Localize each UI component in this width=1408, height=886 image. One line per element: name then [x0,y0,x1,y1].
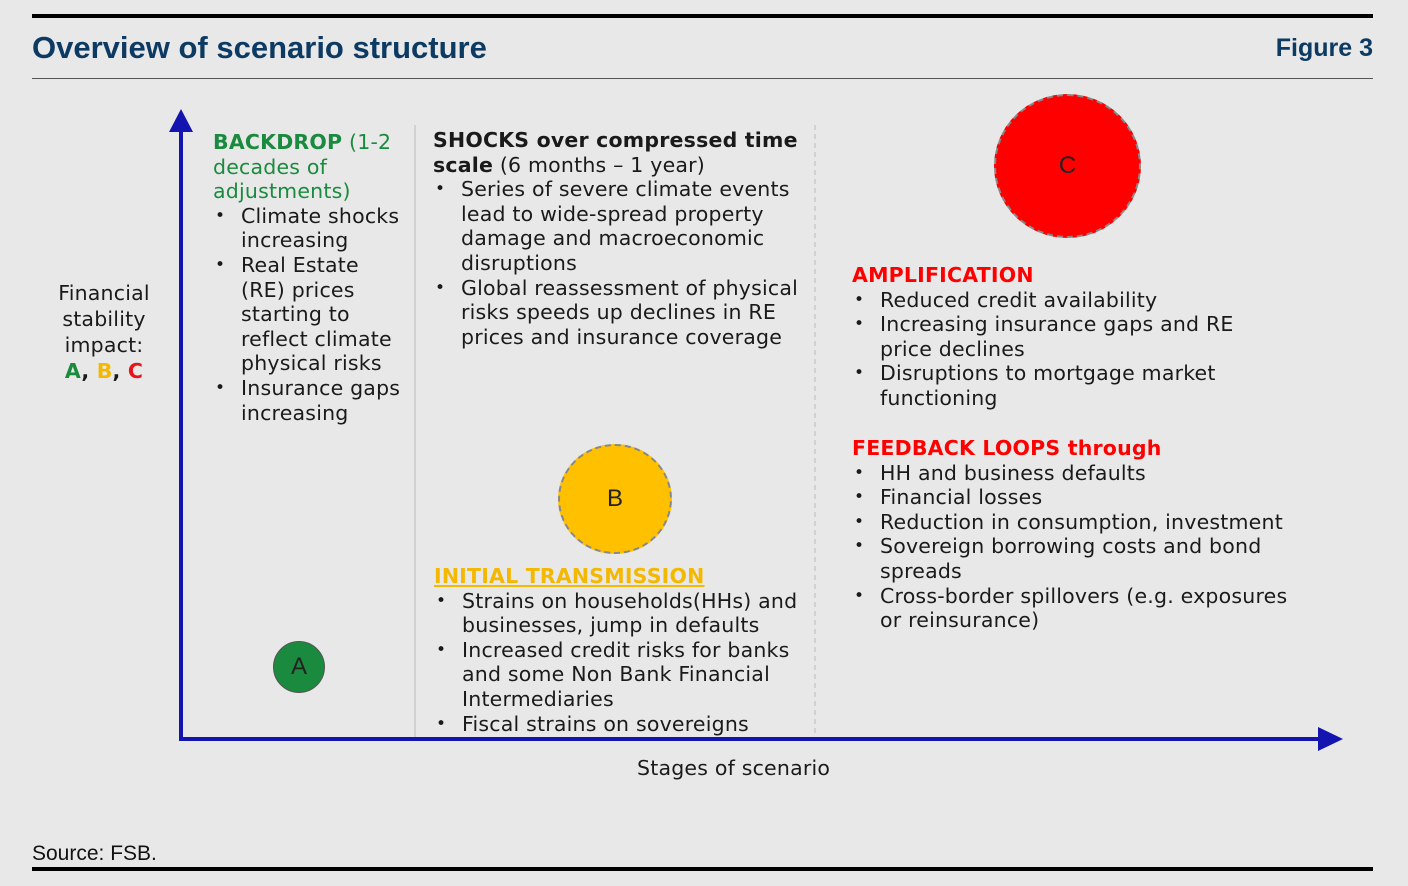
shocks-heading-rest: (6 months – 1 year) [493,152,705,177]
list-item: • Global reassessment of physical risks speeds up declines in RE prices and insurance coverage [433,276,805,350]
list-item: • Cross-border spillovers (e.g. exposures or reinsurance) [852,584,1297,633]
list-item: • Increased credit risks for banks and some Non Bank Financial Intermediaries [434,638,806,712]
shocks-list [433,177,805,349]
y-axis-label-line: Financial [58,281,150,305]
impact-letter-b: B [96,359,113,383]
list-item: • Fiscal strains on sovereigns [434,712,806,737]
shocks-block [433,128,805,349]
impact-sep: , [81,359,97,383]
impact-letter-c: C [127,359,144,383]
x-axis-label: Stages of scenario [637,756,831,780]
impact-circle-a: A [273,641,325,693]
impact-circle-b: B [558,444,672,554]
list-item: • HH and business defaults [852,461,1297,486]
list-item: • Climate shocks increasing [213,204,408,253]
shocks-heading [433,128,805,177]
y-axis-label-line: impact: [64,333,144,357]
list-item: • Reduction in consumption, investment [852,510,1297,535]
impact-letters [40,358,168,384]
list-item: • Insurance gaps increasing [213,376,408,425]
backdrop-heading-bold: BACKDROP [213,130,343,154]
backdrop-block [213,130,408,425]
feedback-block [852,436,1297,633]
impact-circle-c: C [994,94,1141,238]
feedback-heading: FEEDBACK LOOPS through [852,436,1162,460]
backdrop-list [213,204,408,425]
x-axis-arrow [1318,727,1343,751]
y-axis-label-line: stability [62,307,146,331]
list-item: • Series of severe climate events lead to wide-spread property damage and macroeconomic disruptions [433,177,805,275]
list-item: • Financial losses [852,485,1297,510]
impact-letter-a: A [64,359,82,383]
page-title: Overview of scenario structure [32,30,487,65]
feedback-list [852,461,1297,633]
shocks-heading-bold: SHOCKS over compressed time scale [433,128,798,177]
backdrop-heading-rest: (1-2 decades of adjustments) [213,130,392,204]
initial-transmission-heading: INITIAL TRANSMISSION [434,564,705,588]
initial-transmission-block [434,564,806,736]
impact-sep: , [112,359,128,383]
list-item: • Strains on households(HHs) and businesses, jump in defaults [434,589,806,638]
list-item: • Increasing insurance gaps and RE price declines [852,312,1252,361]
source-note: Source: FSB. [32,842,157,865]
backdrop-heading [213,130,408,204]
bottom-rule [32,867,1373,871]
y-axis-label [40,280,168,384]
list-item: • Real Estate (RE) prices starting to reflect climate physical risks [213,253,408,376]
y-axis-arrow [169,109,193,132]
amplification-list [852,288,1252,411]
amplification-heading: AMPLIFICATION [852,263,1034,287]
amplification-block [852,263,1252,411]
list-item: • Reduced credit availability [852,288,1252,313]
list-item: • Sovereign borrowing costs and bond spreads [852,534,1297,583]
list-item: • Disruptions to mortgage market functioning [852,361,1252,410]
initial-transmission-list [434,589,806,737]
figure-label: Figure 3 [1275,34,1373,62]
